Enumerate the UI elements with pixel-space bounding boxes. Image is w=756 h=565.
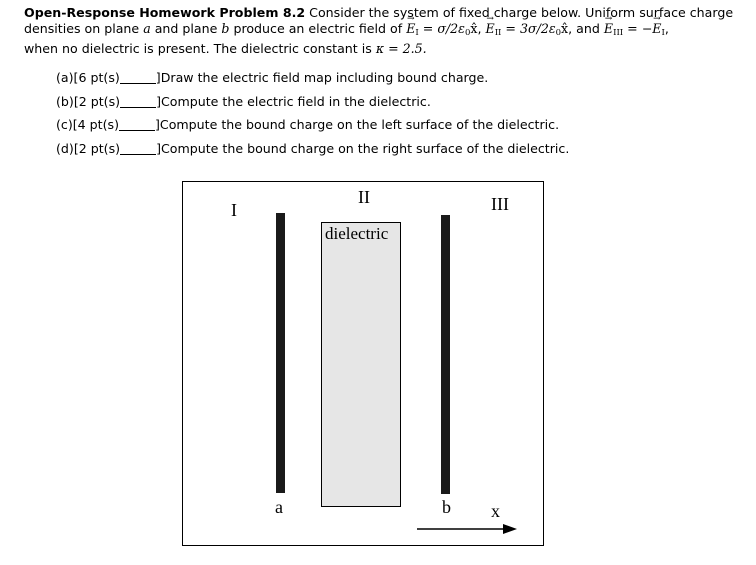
subscript-III: III [613,27,624,38]
unit-vector-x: x̂ [470,20,478,36]
part-a-text: ]Draw the electric field map including bound charge. [155,70,489,85]
part-a-score-blank [120,71,156,84]
x-axis-label: x [491,501,500,521]
field-vector-symbol: → E [652,21,661,37]
and-word: and [576,20,600,36]
part-d-text: ]Compute the bound charge on the right surface of the dielectric. [156,140,570,156]
field-vector-symbol: → E [406,21,415,37]
plane-a-symbol: a [143,20,151,36]
subscript-I: I [415,27,419,38]
subscript-II: II [494,27,502,38]
dielectric-label: dielectric [325,224,389,243]
plane-b-label: b [442,497,451,517]
part-c-label: (c)[4 pt(s) [56,117,119,132]
epsilon-subscript: 0 [464,27,471,38]
region-II-label: II [358,187,370,207]
part-b-text: ]Compute the electric field in the dielectric. [156,93,431,109]
part-d-score-blank [120,142,156,155]
equation-field-I [406,21,477,36]
parts-list [56,68,569,162]
region-I-label: I [231,200,237,220]
intro-line1: Consider the system of fixed charge below. Uniform surface charge [309,5,734,20]
intro-line3: when no dielectric is present. The dielectric constant is [24,41,372,56]
part-c-text: ]Compute the bound charge on the left surface of the dielectric. [155,117,560,132]
problem-statement [24,5,736,57]
equation-field-II [486,21,569,36]
intro-line2-b: and plane [154,20,218,36]
comma: , [568,20,573,36]
eq-II-rhs: = 3σ/2ε [501,20,556,36]
part-d [56,139,569,163]
unit-vector-x: x̂ [561,20,569,36]
intro-line2-c: produce an electric field of [233,20,403,36]
part-c-score-blank [119,118,155,131]
part-b [56,92,569,116]
part-b-label: (b)[2 pt(s) [56,93,121,109]
plane-b-symbol: b [221,20,230,36]
kappa-equation: κ = 2.5. [375,41,427,56]
x-direction-arrow [417,522,517,536]
plane-a-label: a [275,497,283,517]
dielectric-slab [321,222,401,507]
part-a [56,68,569,92]
problem-title: Open-Response Homework Problem 8.2 [24,5,306,20]
intro-line2-a: densities on plane [24,20,140,36]
part-d-label: (d)[2 pt(s) [56,140,121,156]
plane-a-bar [276,213,285,493]
eq-I-rhs: = σ/2ε [418,20,465,36]
comma: , [664,20,669,36]
part-b-score-blank [120,95,156,108]
eq-III-rhs: = − [623,20,653,36]
region-III-label: III [491,194,509,214]
field-vector-symbol: → E [604,21,613,37]
comma: , [477,20,482,36]
field-vector-symbol: → E [486,21,495,37]
charge-diagram [182,181,544,546]
epsilon-subscript: 0 [555,27,562,38]
subscript-I: I [661,27,665,38]
part-a-label: (a)[6 pt(s) [56,70,120,85]
part-c [56,115,569,139]
x-arrow-head [503,524,517,534]
plane-b-bar [441,215,450,494]
equation-field-III [604,21,665,36]
